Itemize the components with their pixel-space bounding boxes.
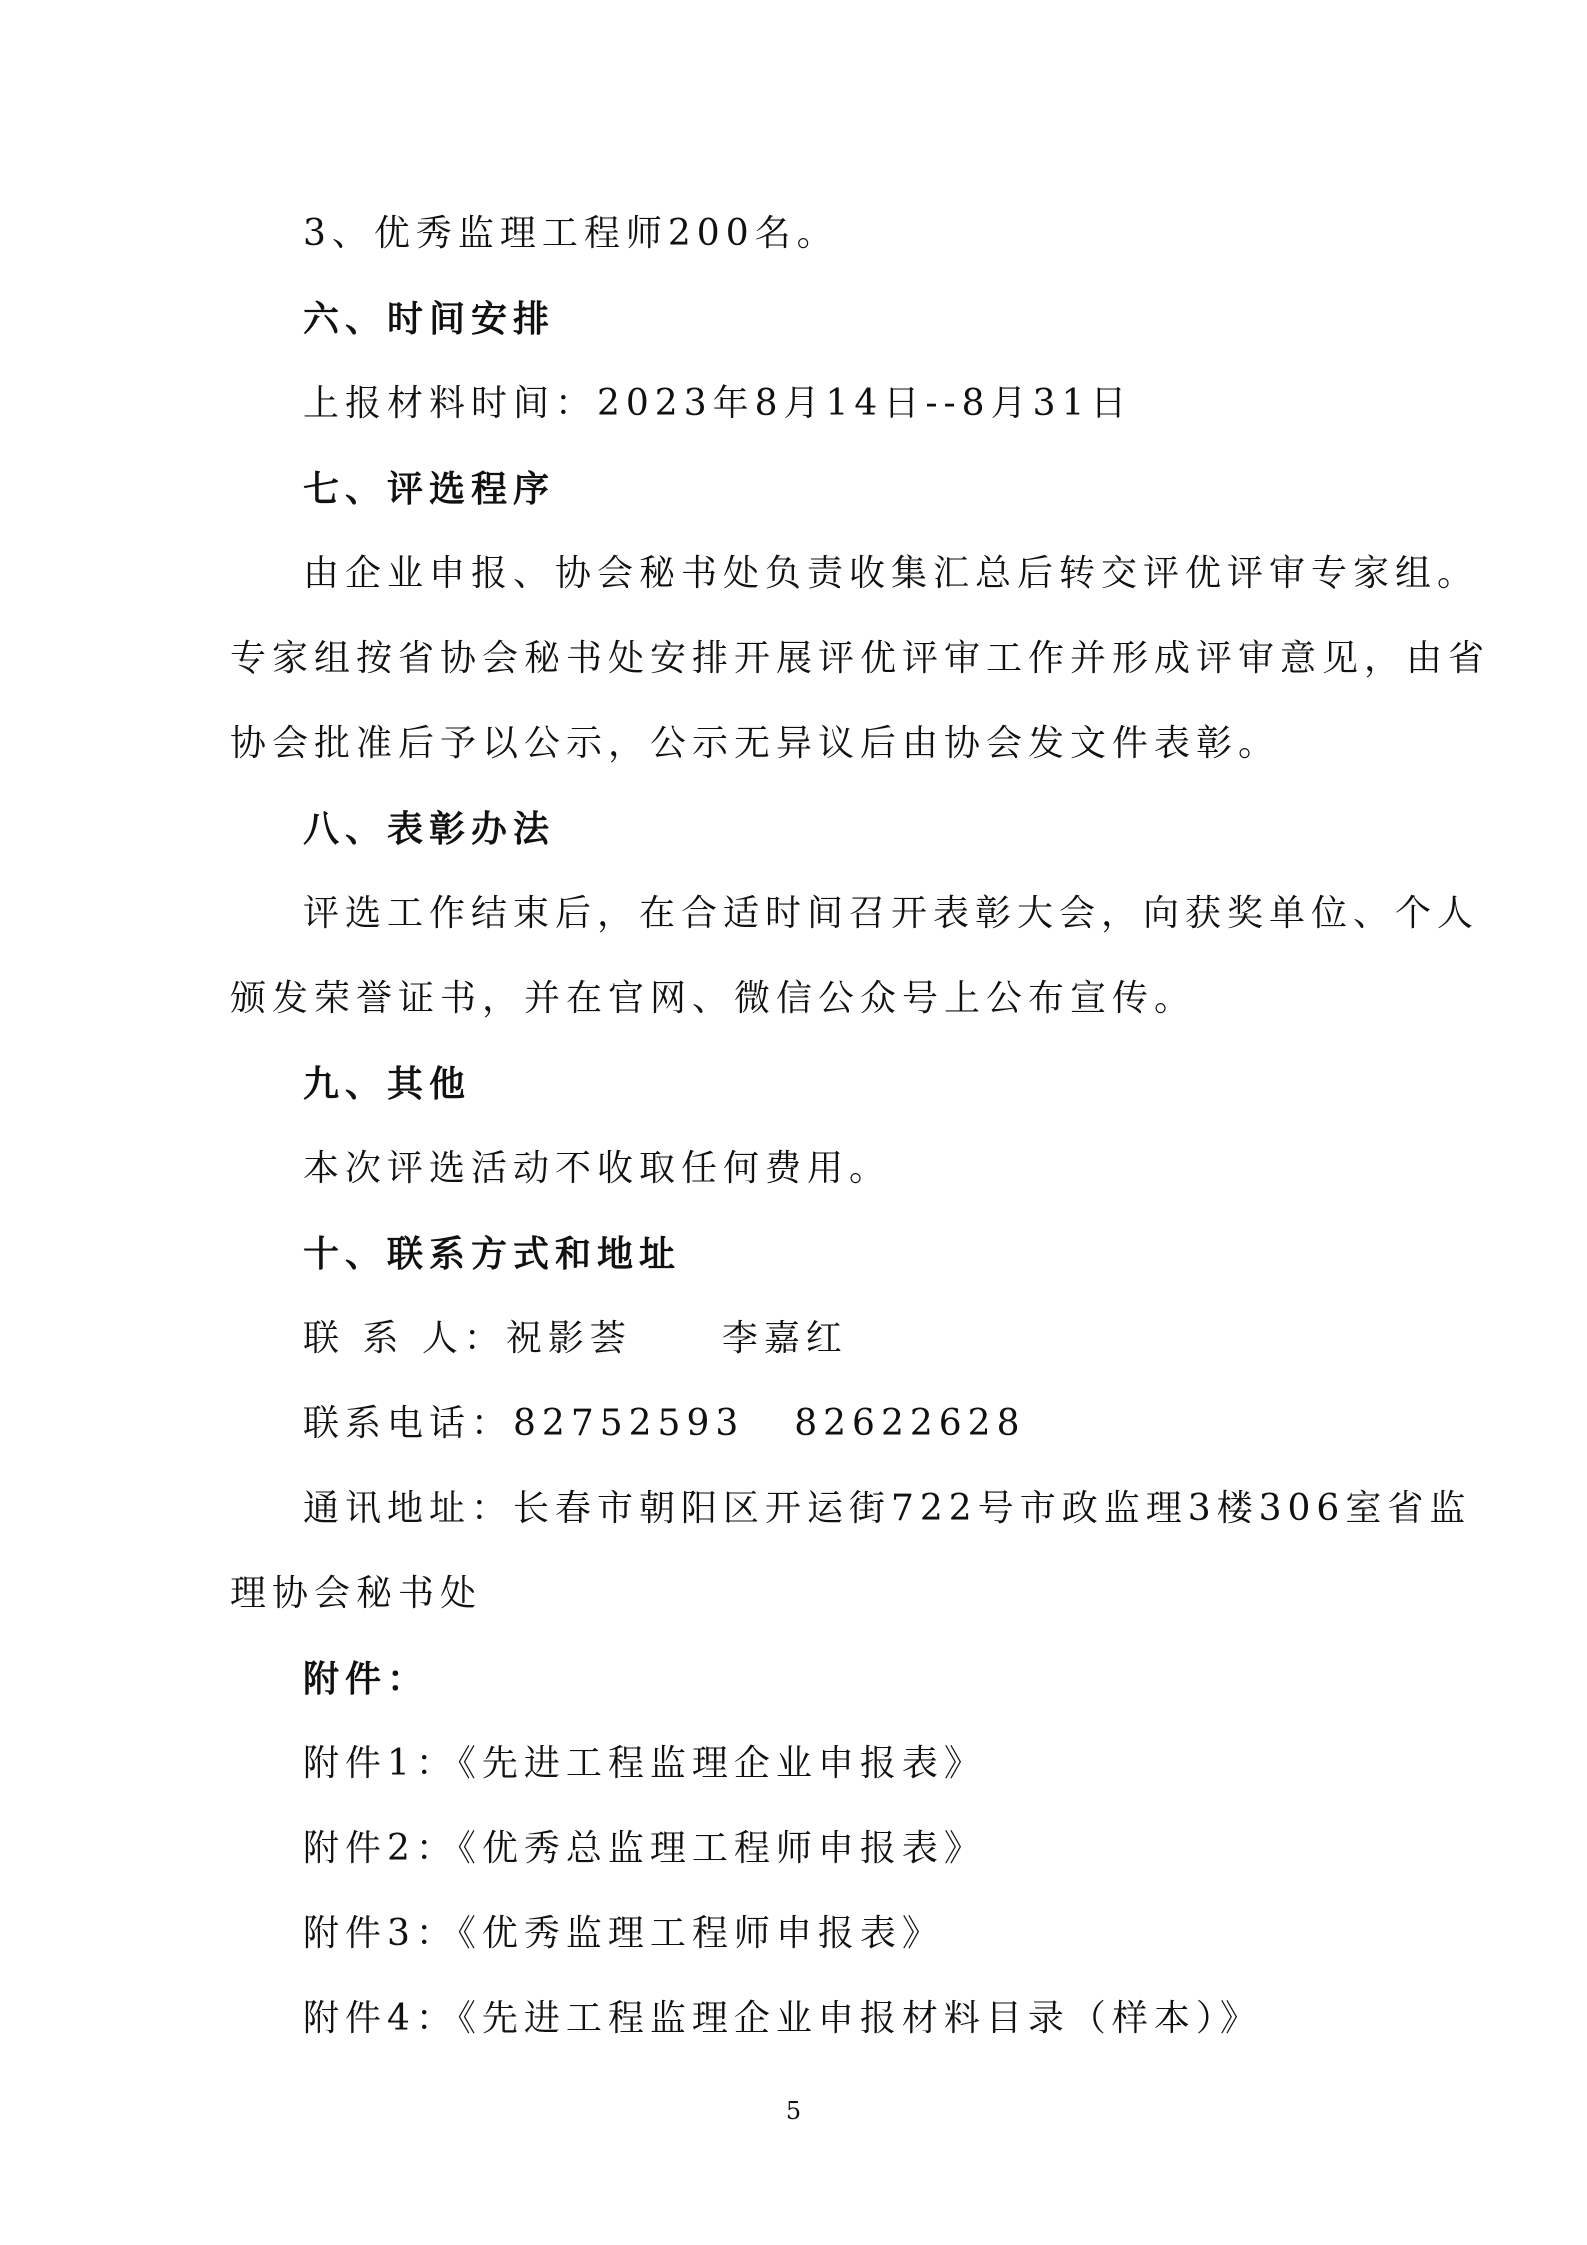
attachment-item-3: 附件3：《优秀监理工程师申报表》 [303, 1913, 944, 1954]
other-text: 本次评选活动不收取任何费用。 [303, 1148, 892, 1189]
address-line-2: 理协会秘书处 [230, 1573, 483, 1614]
commendation-paragraph-line-1: 评选工作结束后，在合适时间召开表彰大会，向获奖单位、个人 [303, 893, 1480, 934]
attachments-heading: 附件： [303, 1658, 430, 1700]
section-heading-commendation: 八、表彰办法 [303, 808, 556, 850]
contact-person-1: 祝影荟 [505, 1318, 632, 1359]
procedure-paragraph-line-1: 由企业申报、协会秘书处负责收集汇总后转交评优评审专家组。 [303, 553, 1480, 594]
contact-person-line [303, 1317, 848, 1361]
section-heading-procedure: 七、评选程序 [303, 468, 556, 510]
contact-phone-label: 联系电话： [303, 1403, 514, 1444]
attachment-item-4: 附件4：《先进工程监理企业申报材料目录（样本）》 [303, 1998, 1262, 2039]
page-number: 5 [785, 2097, 802, 2125]
section-heading-contact: 十、联系方式和地址 [303, 1233, 682, 1275]
schedule-text: 上报材料时间：2023年8月14日--8月31日 [303, 383, 1133, 424]
procedure-paragraph-line-3: 协会批准后予以公示，公示无异议后由协会发文件表彰。 [230, 723, 1281, 764]
award-count-item: 3、优秀监理工程师200名。 [303, 213, 839, 254]
address-line-1: 通讯地址：长春市朝阳区开运街722号市政监理3楼306室省监 [303, 1488, 1472, 1529]
contact-person-2: 李嘉红 [721, 1318, 848, 1359]
procedure-paragraph-line-2: 专家组按省协会秘书处安排开展评优评审工作并形成评审意见，由省 [230, 638, 1491, 679]
attachment-item-2: 附件2：《优秀总监理工程师申报表》 [303, 1828, 986, 1869]
section-heading-schedule: 六、时间安排 [303, 298, 556, 340]
commendation-paragraph-line-2: 颁发荣誉证书，并在官网、微信公众号上公布宣传。 [230, 978, 1197, 1019]
contact-phone-2: 82622628 [794, 1403, 1026, 1444]
contact-phone-1: 82752593 [513, 1403, 745, 1444]
contact-phone-line [303, 1402, 1025, 1446]
section-heading-other: 九、其他 [303, 1063, 472, 1105]
contact-person-label: 联 系 人： [303, 1318, 506, 1359]
attachment-item-1: 附件1：《先进工程监理企业申报表》 [303, 1743, 986, 1784]
